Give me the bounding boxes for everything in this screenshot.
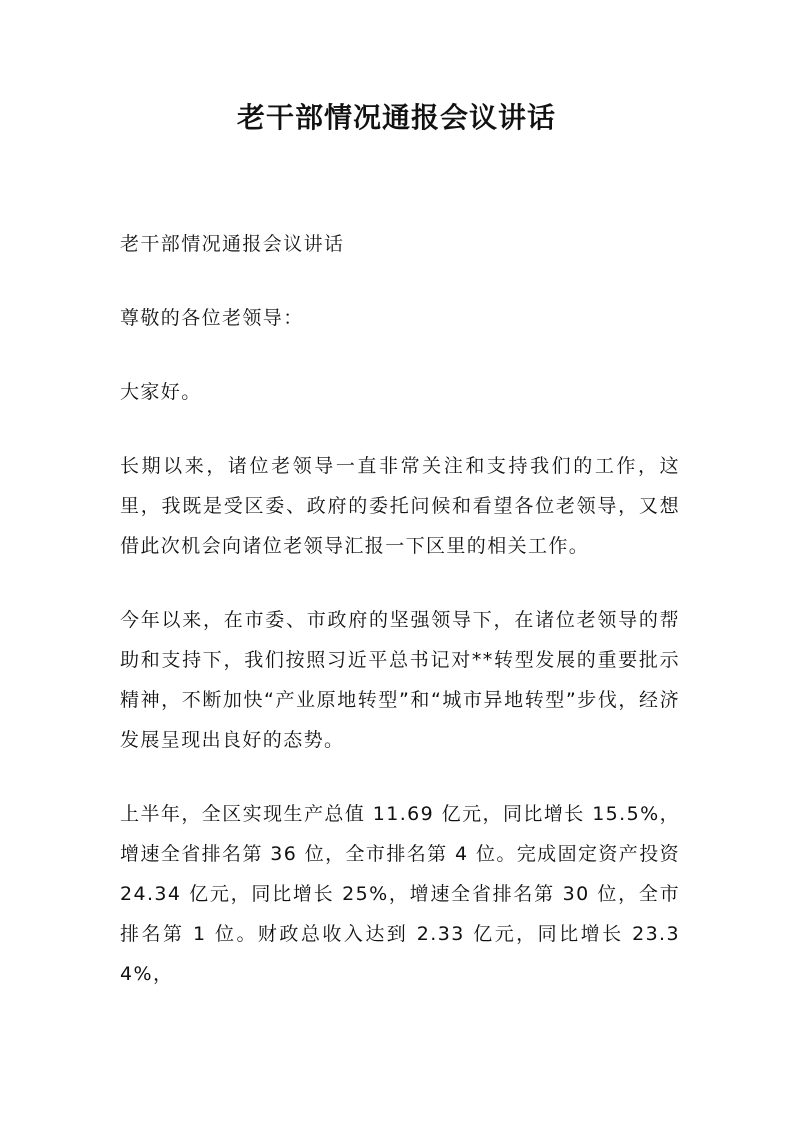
- paragraph-progress: 今年以来，在市委、市政府的坚强领导下，在诸位老领导的帮助和支持下，我们按照习近平总书记对**转型发展的重要批示精神，不断加快“产业原地转型”和“城市异地转型”步伐，经济发展呈现出良好的态势。: [120, 609, 680, 751]
- paragraph-heading: 老干部情况通报会议讲话: [120, 233, 345, 255]
- paragraph-statistics: 上半年，全区实现生产总值 11.69 亿元，同比增长 15.5%，增速全省排名第 36 位，全市排名第 4 位。完成固定资产投资 24.34 亿元，同比增长 25%，增速全省排名第 30 位，全市排名第 1 位。财政总收入达到 2.33 亿元，同比增长 23.34%，: [120, 803, 680, 985]
- paragraph-intro: 长期以来，诸位老领导一直非常关注和支持我们的工作，这里，我既是受区委、政府的委托问候和看望各位老领导，又想借此次机会向诸位老领导汇报一下区里的相关工作。: [120, 455, 680, 557]
- paragraph-salutation: 尊敬的各位老领导：: [120, 307, 304, 329]
- document-title: 老干部情况通报会议讲话: [236, 101, 556, 134]
- paragraph-greeting: 大家好。: [120, 381, 202, 403]
- document-body: [120, 224, 680, 1028]
